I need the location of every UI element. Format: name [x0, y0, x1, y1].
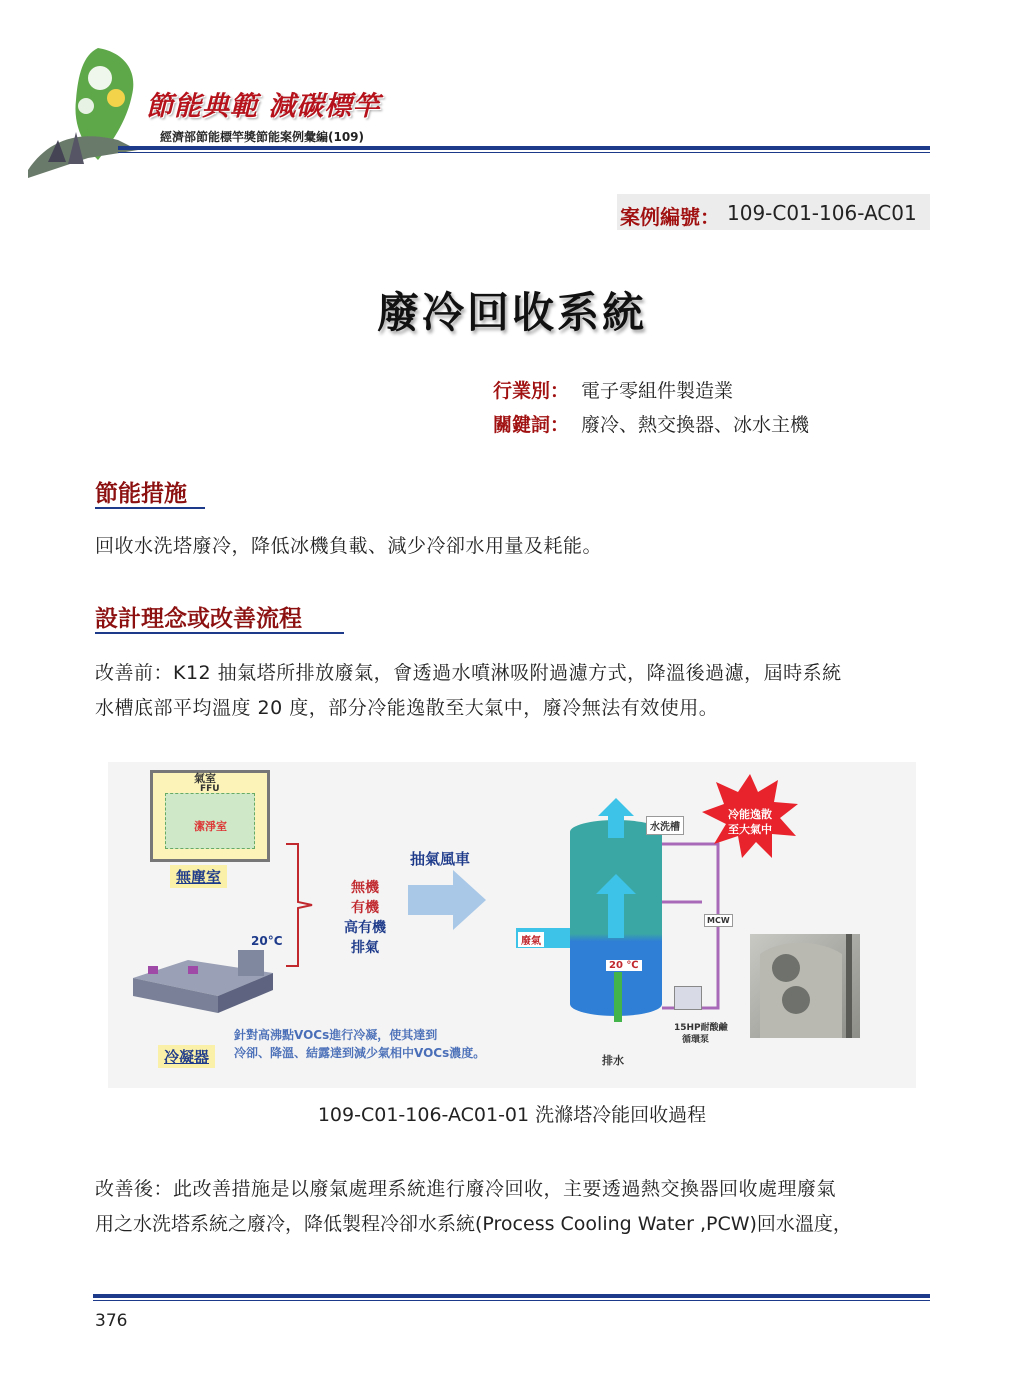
figure-caption: 109-C01-106-AC01-01 洗滌塔冷能回收過程 — [317, 1104, 707, 1126]
equipment-photo — [750, 934, 860, 1038]
header-rule-thin — [118, 152, 930, 153]
after-text-line1: 改善後：此改善措施是以廢氣處理系統進行廢冷回收，主要透過熱交換器回收處理廢氣 — [95, 1178, 837, 1200]
case-number-value: 109-C01-106-AC01 — [727, 201, 917, 225]
process-diagram — [108, 762, 916, 1088]
arrow-up-icon — [598, 798, 634, 838]
keywords-value: 廢冷、熱交換器、冰水主機 — [581, 414, 810, 436]
room-label: 氣室 — [194, 772, 216, 785]
logo-subtitle: 經濟部節能標竿獎節能案例彙編(109) — [160, 130, 365, 144]
before-text-line2: 水槽底部平均溫度 20 度，部分冷能逸散至大氣中，廢冷無法有效使用。 — [95, 697, 719, 719]
section-heading-design: 設計理念或改善流程 — [95, 606, 302, 632]
footer-rule — [93, 1294, 930, 1298]
gas-item: 高有機 — [344, 920, 386, 936]
gas-item: 排氣 — [351, 940, 379, 956]
section-underline — [95, 507, 205, 509]
industry-value: 電子零組件製造業 — [581, 380, 734, 402]
condenser-tag: 冷凝器 — [158, 1045, 215, 1068]
note-line2: 冷卻、降溫、結露達到減少氣相中VOCs濃度。 — [234, 1046, 486, 1060]
footer-rule-thin — [93, 1300, 930, 1301]
drain-pipe — [614, 972, 622, 1022]
gas-type-list — [330, 878, 400, 958]
pump-illustration — [674, 986, 702, 1010]
gas-item: 有機 — [351, 900, 379, 916]
water-tank-label: 水洗槽 — [646, 816, 684, 835]
exhaust-label: 廢氣 — [518, 932, 544, 947]
page-number: 376 — [95, 1311, 128, 1331]
header-rule — [118, 146, 930, 150]
ffu-label: FFU — [200, 784, 220, 794]
bracket-shape — [284, 842, 314, 968]
page-title: 廢冷回收系統 — [376, 288, 647, 337]
burst-line2: 至大氣中 — [728, 823, 772, 836]
pump-line2: 循環泵 — [682, 1035, 710, 1045]
note-line1: 針對高沸點VOCs進行冷凝，使其達到 — [234, 1028, 438, 1042]
pump-line1: 15HP耐酸鹼 — [674, 1023, 728, 1033]
gas-item: 無機 — [351, 880, 379, 896]
temp-label: 20°C — [251, 934, 283, 948]
logo-title: 節能典範 減碳標竿 — [146, 91, 381, 122]
case-number-label: 案例編號： — [620, 205, 720, 229]
arrow-right-icon — [408, 870, 488, 930]
cleanroom-tag: 無塵室 — [170, 865, 227, 888]
section-underline — [95, 632, 344, 634]
before-text-line1: 改善前：K12 抽氣塔所排放廢氣，會透過水噴淋吸附過濾方式，降溫後過濾，屆時系統 — [95, 662, 842, 684]
burst-line1: 冷能逸散 — [728, 808, 772, 821]
tower-temp-label: 20 ℃ — [606, 960, 642, 971]
measures-text: 回收水洗塔廢冷，降低冰機負載、減少冷卻水用量及耗能。 — [95, 535, 603, 557]
clean-room-label: 潔淨室 — [194, 820, 227, 833]
fan-label: 抽氣風車 — [410, 850, 471, 868]
section-heading-measures: 節能措施 — [95, 481, 187, 507]
condenser-illustration — [128, 938, 278, 1018]
arrow-up-icon — [596, 874, 636, 938]
keywords-label: 關鍵詞： — [493, 414, 570, 436]
meter-label: MCW — [704, 914, 733, 927]
drain-label: 排水 — [602, 1054, 624, 1067]
after-text-line2: 用之水洗塔系統之廢冷，降低製程冷卻水系統(Process Cooling Water ,PCW)回水溫度， — [95, 1213, 852, 1235]
industry-label: 行業別： — [493, 380, 570, 402]
